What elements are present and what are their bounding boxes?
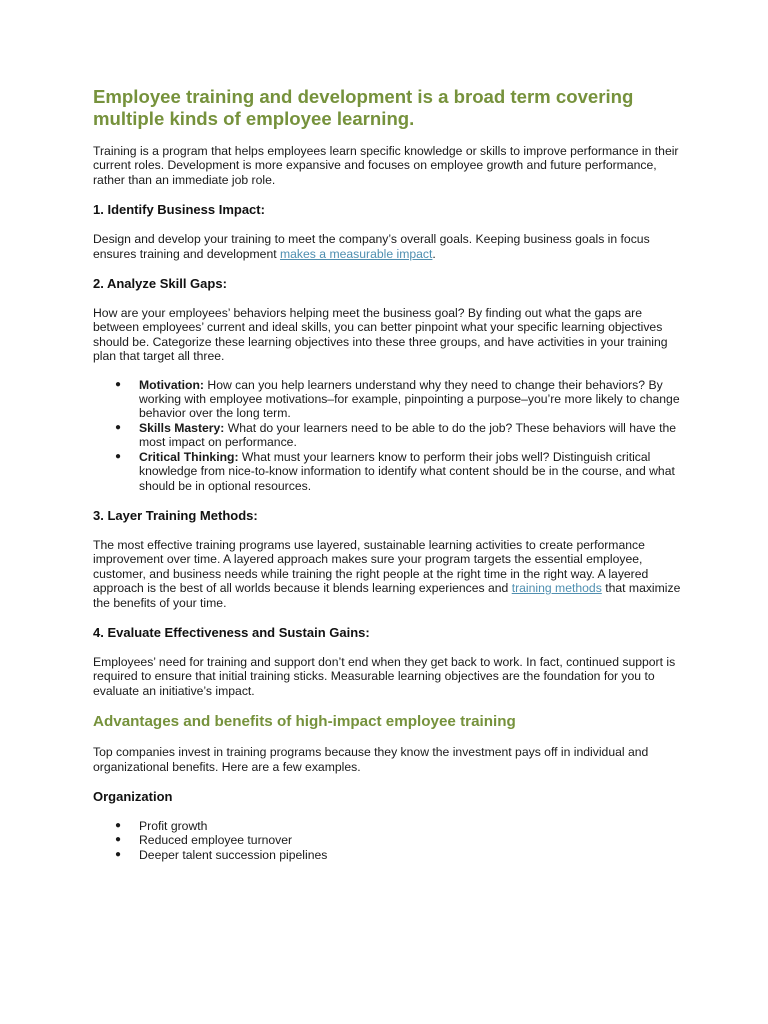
paragraph-layer-training: The most effective training programs use layered, sustainable learning activities to create performance improvement over time. A layered approach makes sure your program targets the essential employee, customer, and business needs while training the right people at the right time in the right way. A layered approach is the best of all worlds because it blends learning experiences and training methods that maximize the benefits of your time. xyxy=(93,537,681,610)
heading-analyze-skill-gaps: 2. Analyze Skill Gaps: xyxy=(93,276,227,292)
link-training-methods[interactable]: training methods xyxy=(511,581,602,596)
document-page xyxy=(93,86,683,862)
organization-list xyxy=(93,819,683,862)
heading-layer-training-methods: 3. Layer Training Methods: xyxy=(93,507,258,523)
bullet-icon: ● xyxy=(115,421,122,433)
bullet-icon: ● xyxy=(115,450,122,462)
list-item-profit-growth: ● Profit growth xyxy=(115,818,208,833)
bullet-icon: ● xyxy=(115,848,122,860)
paragraph-advantages: Top companies invest in training programs because they know the investment pays off in individual and organizational benefits. Here are a few examples. xyxy=(93,745,649,774)
bullet-icon: ● xyxy=(115,834,122,846)
paragraph-business-impact: Design and develop your training to meet the company’s overall goals. Keeping business goals in focus ensures training and development makes a measurable impact. xyxy=(93,232,650,261)
page-title: Employee training and development is a broad term covering multiple kinds of employee learning. xyxy=(93,86,634,129)
paragraph-skill-gaps: How are your employees’ behaviors helping meet the business goal? By finding out what the gaps are between employees’ current and ideal skills, you can better pinpoint what your specific learning objectives should be. Categorize these learning objectives into these three groups, and have activities in your training plan that target all three. xyxy=(93,306,668,364)
skill-gap-list xyxy=(93,378,683,493)
list-item-reduced-turnover: ● Reduced employee turnover xyxy=(115,833,293,848)
list-item-skills-mastery: ● Skills Mastery: What do your learners need to be able to do the job? These behaviors will have the most impact on performance. xyxy=(115,420,677,450)
heading-evaluate-effectiveness: 4. Evaluate Effectiveness and Sustain Gains: xyxy=(93,624,370,640)
heading-organization: Organization xyxy=(93,788,173,804)
bullet-icon: ● xyxy=(115,378,122,390)
intro-paragraph: Training is a program that helps employees learn specific knowledge or skills to improve performance in their current roles. Development is more expansive and focuses on employee growth and future performance, rather than an immediate job role. xyxy=(93,144,679,187)
list-item-critical-thinking: ● Critical Thinking: What must your learners know to perform their jobs well? Distinguish critical knowledge from nice-to-know information to identify what content should be in the course, and what should be in optional resources. xyxy=(115,449,675,493)
link-measurable-impact[interactable]: makes a measurable impact xyxy=(280,246,433,261)
heading-advantages: Advantages and benefits of high-impact employee training xyxy=(93,713,516,731)
list-item-succession-pipelines: ● Deeper talent succession pipelines xyxy=(115,847,328,862)
paragraph-evaluate: Employees’ need for training and support don’t end when they get back to work. In fact, continued support is required to ensure that initial training sticks. Measurable learning objectives are the foundation for you to evaluate an initiative’s impact. xyxy=(93,654,676,698)
bullet-icon: ● xyxy=(115,819,122,831)
list-item-motivation: ● Motivation: How can you help learners understand why they need to change their behaviors? By working with employee motivations–for example, pinpointing a purpose–you’re more likely to change behavior over the long term. xyxy=(115,377,680,421)
heading-identify-business-impact: 1. Identify Business Impact: xyxy=(93,202,265,218)
